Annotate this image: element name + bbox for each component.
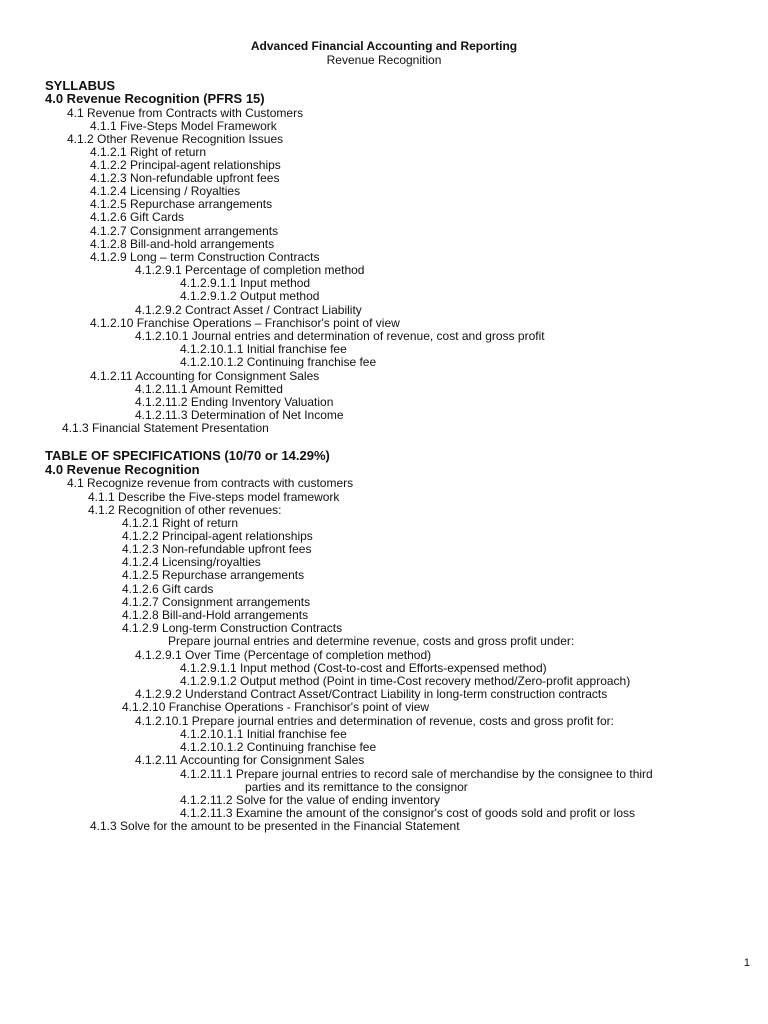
syllabus-line: 4.1.2.11.3 Determination of Net Income — [135, 408, 344, 422]
syllabus-line: 4.1.2.8 Bill-and-hold arrangements — [90, 237, 275, 251]
syllabus-heading: SYLLABUS — [45, 78, 116, 93]
syllabus-line: 4.1.2.9.1 Percentage of completion method — [135, 263, 365, 277]
specifications-line: Prepare journal entries and determine revenue, costs and gross profit under: — [168, 634, 575, 648]
syllabus-line: 4.1.2.1 Right of return — [90, 145, 207, 159]
syllabus-line: 4.1.2.9.1.2 Output method — [180, 289, 320, 303]
specifications-line: 4.1.2.9.1 Over Time (Percentage of completion method) — [135, 648, 432, 662]
document-subtitle: Revenue Recognition — [326, 53, 442, 67]
syllabus-line: 4.1.2.9.2 Contract Asset / Contract Liability — [135, 303, 362, 317]
specifications-line: 4.1 Recognize revenue from contracts with customers — [67, 476, 354, 490]
specifications-line: 4.1.2.10.1.2 Continuing franchise fee — [180, 740, 377, 754]
specifications-line: 4.1.2.10 Franchise Operations - Franchisor's point of view — [122, 700, 430, 714]
specifications-heading: TABLE OF SPECIFICATIONS (10/70 or 14.29%) — [45, 448, 330, 463]
specifications-line: 4.1.1 Describe the Five-steps model framework — [88, 490, 340, 504]
specifications-line: 4.1.2.9.1.2 Output method (Point in time-Cost recovery method/Zero-profit approach) — [180, 674, 631, 688]
syllabus-line: 4.1.2.10.1.1 Initial franchise fee — [180, 342, 347, 356]
specifications-line: 4.0 Revenue Recognition — [45, 462, 200, 477]
syllabus-line: 4.1.3 Financial Statement Presentation — [62, 421, 269, 435]
specifications-line: 4.1.2.7 Consignment arrangements — [122, 595, 311, 609]
syllabus-line: 4.1.2.6 Gift Cards — [90, 210, 185, 224]
syllabus-line: 4.1.2.3 Non-refundable upfront fees — [90, 171, 280, 185]
syllabus-line: 4.1.2.10.1.2 Continuing franchise fee — [180, 355, 377, 369]
specifications-line: 4.1.2 Recognition of other revenues: — [88, 503, 282, 517]
specifications-line: 4.1.2.4 Licensing/royalties — [122, 555, 261, 569]
specifications-line: 4.1.2.11.2 Solve for the value of ending inventory — [180, 793, 440, 807]
document-title: Advanced Financial Accounting and Reporting — [250, 39, 518, 53]
syllabus-line: 4.1.2.11.1 Amount Remitted — [135, 382, 283, 396]
syllabus-line: 4.1.2.7 Consignment arrangements — [90, 224, 279, 238]
specifications-line: 4.1.2.5 Repurchase arrangements — [122, 568, 305, 582]
syllabus-line: 4.1.2.9.1.1 Input method — [180, 276, 311, 290]
specifications-line: 4.1.2.3 Non-refundable upfront fees — [122, 542, 312, 556]
specifications-line: 4.1.2.2 Principal-agent relationships — [122, 529, 313, 543]
specifications-line: 4.1.2.9.2 Understand Contract Asset/Contract Liability in long-term construction contracts — [135, 687, 608, 701]
syllabus-line: 4.1 Revenue from Contracts with Customers — [67, 106, 304, 120]
specifications-line: parties and its remittance to the consignor — [245, 780, 468, 794]
specifications-line: 4.1.2.1 Right of return — [122, 516, 239, 530]
specifications-line: 4.1.2.11.3 Examine the amount of the consignor's cost of goods sold and profit or loss — [180, 806, 636, 820]
syllabus-line: 4.1.2.4 Licensing / Royalties — [90, 184, 241, 198]
specifications-line: 4.1.2.9.1.1 Input method (Cost-to-cost and Efforts-expensed method) — [180, 661, 547, 675]
specifications-line: 4.1.2.9 Long-term Construction Contracts — [122, 621, 343, 635]
syllabus-line: 4.1.1 Five-Steps Model Framework — [90, 119, 277, 133]
syllabus-line: 4.0 Revenue Recognition (PFRS 15) — [45, 91, 265, 106]
syllabus-line: 4.1.2.10.1 Journal entries and determination of revenue, cost and gross profit — [135, 329, 545, 343]
specifications-line: 4.1.2.6 Gift cards — [122, 582, 214, 596]
specifications-line: 4.1.2.11.1 Prepare journal entries to record sale of merchandise by the consignee to third — [180, 767, 653, 781]
syllabus-line: 4.1.2.11 Accounting for Consignment Sales — [90, 369, 320, 383]
specifications-line: 4.1.2.11 Accounting for Consignment Sales — [135, 753, 365, 767]
syllabus-line: 4.1.2.5 Repurchase arrangements — [90, 197, 273, 211]
specifications-line: 4.1.2.10.1 Prepare journal entries and determination of revenue, costs and gross profit for: — [135, 714, 614, 728]
specifications-line: 4.1.2.10.1.1 Initial franchise fee — [180, 727, 347, 741]
page-number: 1 — [743, 957, 750, 969]
syllabus-line: 4.1.2.2 Principal-agent relationships — [90, 158, 281, 172]
syllabus-line: 4.1.2 Other Revenue Recognition Issues — [67, 132, 284, 146]
specifications-line: 4.1.2.8 Bill-and-Hold arrangements — [122, 608, 309, 622]
syllabus-line: 4.1.2.10 Franchise Operations – Franchisor's point of view — [90, 316, 400, 330]
syllabus-line: 4.1.2.9 Long – term Construction Contracts — [90, 250, 320, 264]
syllabus-line: 4.1.2.11.2 Ending Inventory Valuation — [135, 395, 334, 409]
specifications-line: 4.1.3 Solve for the amount to be presented in the Financial Statement — [90, 819, 460, 833]
